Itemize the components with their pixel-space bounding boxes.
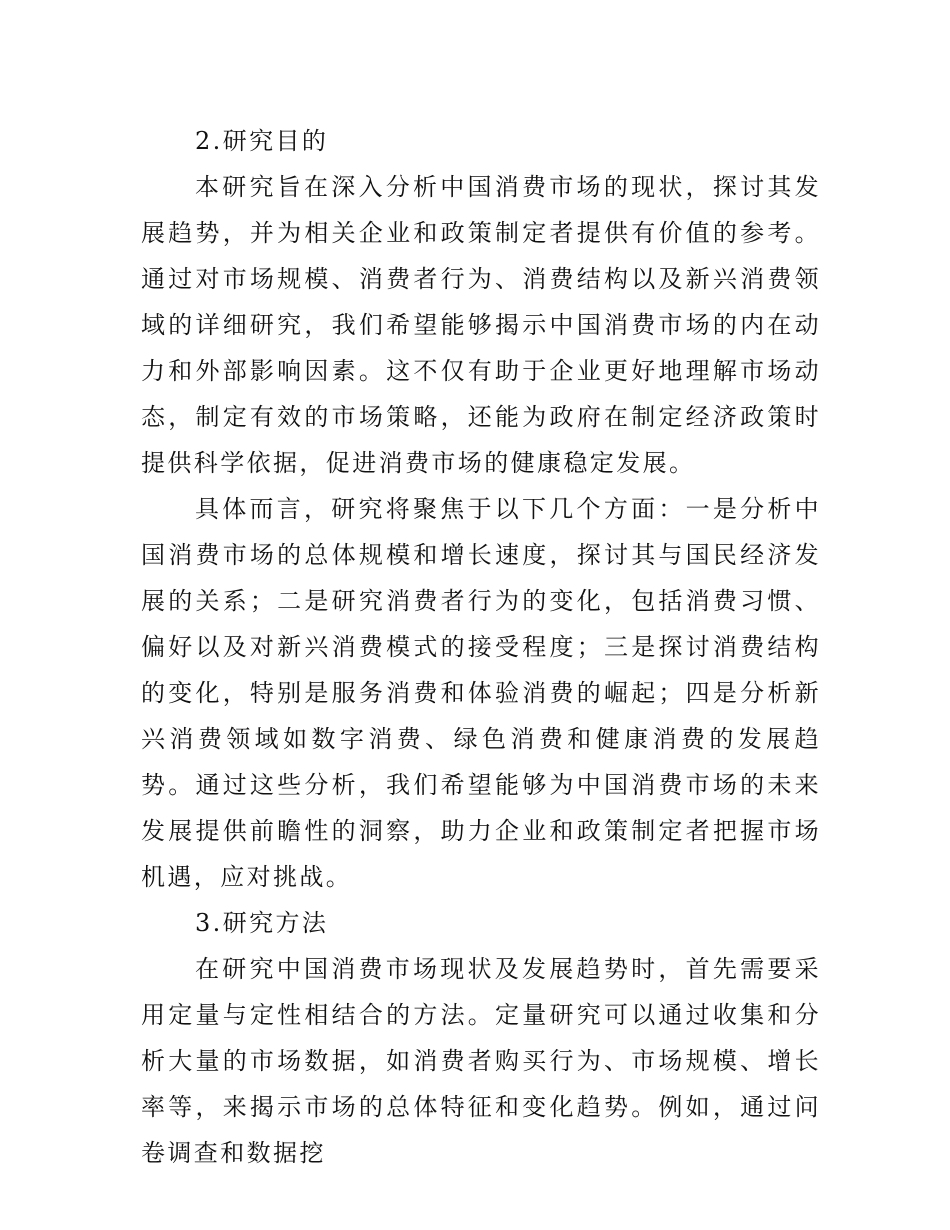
document-body xyxy=(141,118,821,1176)
section-heading-research-method: 3.研究方法 xyxy=(195,909,329,937)
paragraph-research-purpose-1: 本研究旨在深入分析中国消费市场的现状，探讨其发展趋势，并为相关企业和政策制定者提供有价值的参考。通过对市场规模、消费者行为、消费结构以及新兴消费领域的详细研究，我们希望能够揭示中国消费市场的内在动力和外部影响因素。这不仅有助于企业更好地理解市场动态，制定有效的市场策略，还能为政府在制定经济政策时提供科学依据，促进消费市场的健康稳定发展。 xyxy=(141,173,821,477)
paragraph-research-method-1: 在研究中国消费市场现状及发展趋势时，首先需要采用定量与定性相结合的方法。定量研究可以通过收集和分析大量的市场数据，如消费者购买行为、市场规模、增长率等，来揭示市场的总体特征和变化趋势。例如，通过问卷调查和数据挖 xyxy=(141,955,821,1167)
section-heading-research-purpose: 2.研究目的 xyxy=(195,127,329,155)
paragraph-research-purpose-2: 具体而言，研究将聚焦于以下几个方面：一是分析中国消费市场的总体规模和增长速度，探讨其与国民经济发展的关系；二是研究消费者行为的变化，包括消费习惯、偏好以及对新兴消费模式的接受程度；三是探讨消费结构的变化，特别是服务消费和体验消费的崛起；四是分析新兴消费领域如数字消费、绿色消费和健康消费的发展趋势。通过这些分析，我们希望能够为中国消费市场的未来发展提供前瞻性的洞察，助力企业和政策制定者把握市场机遇，应对挑战。 xyxy=(141,495,821,891)
